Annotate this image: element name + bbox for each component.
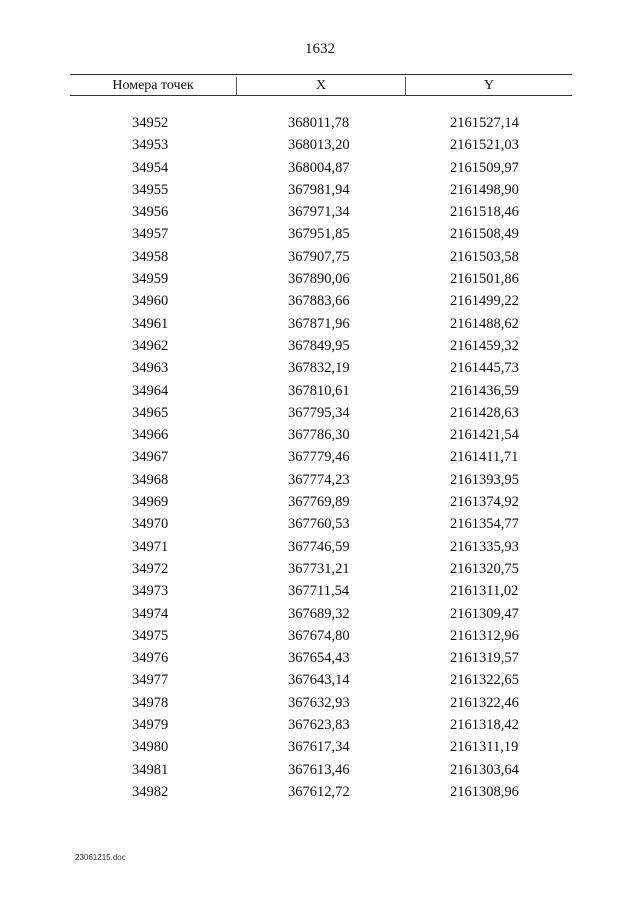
table-row	[70, 115, 572, 137]
x-coordinate-cell: 367890,06	[288, 271, 350, 288]
point-number-cell: 34959	[132, 271, 169, 288]
table-row	[70, 494, 572, 516]
point-number-cell: 34954	[132, 159, 169, 176]
table-row	[70, 427, 572, 449]
x-coordinate-cell: 367907,75	[288, 248, 350, 265]
header-x: X	[315, 78, 327, 93]
y-coordinate-cell: 2161508,49	[450, 226, 519, 243]
table-row	[70, 316, 572, 338]
table-row	[70, 383, 572, 405]
point-number-cell: 34965	[132, 404, 169, 421]
table-row	[70, 249, 572, 271]
x-coordinate-cell: 367617,34	[288, 739, 350, 756]
x-coordinate-cell: 367746,59	[288, 538, 350, 555]
point-number-cell: 34979	[132, 717, 169, 734]
x-coordinate-cell: 367786,30	[288, 427, 350, 444]
point-number-cell: 34974	[132, 605, 169, 622]
x-coordinate-cell: 367632,93	[288, 694, 350, 711]
x-coordinate-cell: 367654,43	[288, 650, 350, 667]
x-coordinate-cell: 368011,78	[288, 115, 350, 131]
table-row	[70, 650, 572, 672]
table-row	[70, 472, 572, 494]
point-number-cell: 34952	[132, 115, 169, 131]
x-coordinate-cell: 367760,53	[288, 516, 350, 533]
x-coordinate-cell: 367871,96	[288, 315, 350, 332]
point-number-cell: 34957	[132, 226, 169, 243]
point-number-cell: 34978	[132, 694, 169, 711]
y-coordinate-cell: 2161311,02	[450, 583, 519, 600]
y-coordinate-cell: 2161393,95	[450, 471, 519, 488]
y-coordinate-cell: 2161499,22	[450, 293, 519, 310]
point-number-cell: 34973	[132, 583, 169, 600]
point-number-cell: 34969	[132, 494, 169, 511]
point-number-cell: 34960	[132, 293, 169, 310]
x-coordinate-cell: 367613,46	[288, 761, 350, 778]
point-number-cell: 34956	[132, 204, 169, 221]
table-row	[70, 182, 572, 204]
table-row	[70, 293, 572, 315]
y-coordinate-cell: 2161459,32	[450, 337, 519, 354]
table-row	[70, 516, 572, 538]
x-coordinate-cell: 367883,66	[288, 293, 350, 310]
table-row	[70, 226, 572, 248]
point-number-cell: 34975	[132, 627, 169, 644]
table-row	[70, 539, 572, 561]
y-coordinate-cell: 2161518,46	[450, 204, 519, 221]
point-number-cell: 34964	[132, 382, 169, 399]
point-number-cell: 34971	[132, 538, 169, 555]
y-coordinate-cell: 2161411,71	[450, 449, 519, 466]
x-coordinate-cell: 367731,21	[288, 560, 350, 577]
table-row	[70, 338, 572, 360]
y-coordinate-cell: 2161303,64	[450, 761, 519, 778]
point-number-cell: 34968	[132, 471, 169, 488]
table-row	[70, 739, 572, 761]
header-y: Y	[483, 78, 495, 93]
x-coordinate-cell: 367612,72	[288, 783, 350, 800]
x-coordinate-cell: 367795,34	[288, 404, 350, 421]
table-row	[70, 360, 572, 382]
y-coordinate-cell: 2161308,96	[450, 783, 519, 800]
y-coordinate-cell: 2161322,65	[450, 672, 519, 689]
table-row	[70, 561, 572, 583]
point-number-cell: 34963	[132, 360, 169, 377]
table-row	[70, 204, 572, 226]
table-row	[70, 606, 572, 628]
y-coordinate-cell: 2161322,46	[450, 694, 519, 711]
x-coordinate-cell: 367774,23	[288, 471, 350, 488]
point-number-cell: 34958	[132, 248, 169, 265]
x-coordinate-cell: 367849,95	[288, 337, 350, 354]
x-coordinate-cell: 367810,61	[288, 382, 350, 399]
y-coordinate-cell: 2161498,90	[450, 181, 519, 198]
x-coordinate-cell: 367674,80	[288, 627, 350, 644]
x-coordinate-cell: 367711,54	[288, 583, 350, 600]
header-bottom-rule	[70, 95, 572, 96]
y-coordinate-cell: 2161374,92	[450, 494, 519, 511]
y-coordinate-cell: 2161527,14	[450, 115, 519, 131]
y-coordinate-cell: 2161354,77	[450, 516, 519, 533]
table-row	[70, 628, 572, 650]
table-row	[70, 762, 572, 784]
point-number-cell: 34981	[132, 761, 169, 778]
y-coordinate-cell: 2161309,47	[450, 605, 519, 622]
table-row	[70, 717, 572, 739]
table-row	[70, 672, 572, 694]
y-coordinate-cell: 2161503,58	[450, 248, 519, 265]
x-coordinate-cell: 367832,19	[288, 360, 350, 377]
table-row	[70, 137, 572, 159]
header-top-rule	[70, 74, 572, 75]
y-coordinate-cell: 2161436,59	[450, 382, 519, 399]
table-row	[70, 695, 572, 717]
point-number-cell: 34977	[132, 672, 169, 689]
point-number-cell: 34966	[132, 427, 169, 444]
x-coordinate-cell: 367779,46	[288, 449, 350, 466]
point-number-cell: 34961	[132, 315, 169, 332]
coordinates-table-body	[70, 115, 572, 806]
table-row	[70, 583, 572, 605]
x-coordinate-cell: 368004,87	[288, 159, 350, 176]
table-row	[70, 271, 572, 293]
x-coordinate-cell: 367769,89	[288, 494, 350, 511]
y-coordinate-cell: 2161311,19	[450, 739, 519, 756]
point-number-cell: 34970	[132, 516, 169, 533]
table-row	[70, 160, 572, 182]
table-row	[70, 784, 572, 806]
y-coordinate-cell: 2161319,57	[450, 650, 519, 667]
x-coordinate-cell: 367643,14	[288, 672, 350, 689]
point-number-cell: 34967	[132, 449, 169, 466]
x-coordinate-cell: 367689,32	[288, 605, 350, 622]
table-row	[70, 405, 572, 427]
y-coordinate-cell: 2161335,93	[450, 538, 519, 555]
document-footer: 23061215.doc	[75, 853, 126, 862]
page-number: 1632	[305, 41, 335, 57]
point-number-cell: 34953	[132, 137, 169, 154]
point-number-cell: 34972	[132, 560, 169, 577]
y-coordinate-cell: 2161421,54	[450, 427, 519, 444]
header-point-number: Номера точек	[112, 78, 194, 93]
y-coordinate-cell: 2161509,97	[450, 159, 519, 176]
point-number-cell: 34955	[132, 181, 169, 198]
table-header	[70, 74, 572, 98]
table-row	[70, 449, 572, 471]
x-coordinate-cell: 367623,83	[288, 717, 350, 734]
y-coordinate-cell: 2161521,03	[450, 137, 519, 154]
y-coordinate-cell: 2161312,96	[450, 627, 519, 644]
x-coordinate-cell: 368013,20	[288, 137, 350, 154]
point-number-cell: 34980	[132, 739, 169, 756]
y-coordinate-cell: 2161428,63	[450, 404, 519, 421]
point-number-cell: 34976	[132, 650, 169, 667]
y-coordinate-cell: 2161488,62	[450, 315, 519, 332]
point-number-cell: 34962	[132, 337, 169, 354]
y-coordinate-cell: 2161318,42	[450, 717, 519, 734]
x-coordinate-cell: 367951,85	[288, 226, 350, 243]
y-coordinate-cell: 2161445,73	[450, 360, 519, 377]
y-coordinate-cell: 2161501,86	[450, 271, 519, 288]
x-coordinate-cell: 367981,94	[288, 181, 350, 198]
x-coordinate-cell: 367971,34	[288, 204, 350, 221]
point-number-cell: 34982	[132, 783, 169, 800]
y-coordinate-cell: 2161320,75	[450, 560, 519, 577]
